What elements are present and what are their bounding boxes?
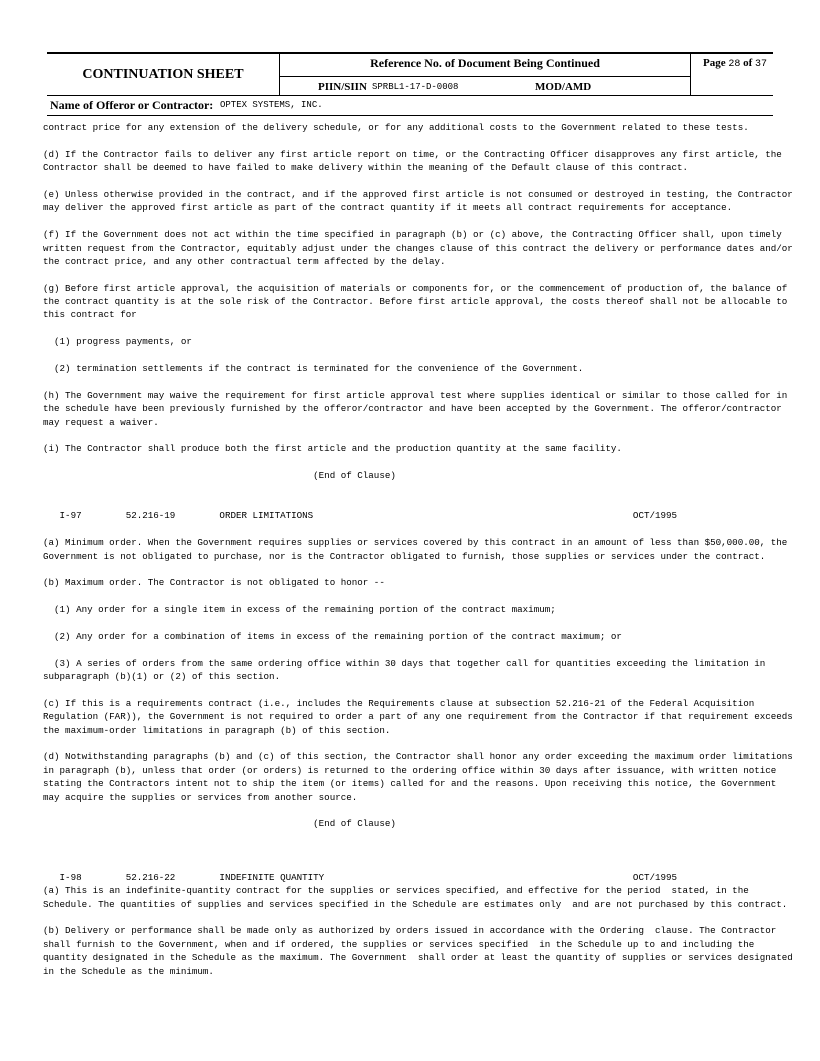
offeror-label: Name of Offeror or Contractor: xyxy=(50,98,214,112)
reference-label: Reference No. of Document Being Continued xyxy=(370,56,600,70)
text-line: (g) Before first article approval, the acquisition of materials or components for, or the commencement of production of, the balance of xyxy=(43,282,788,294)
text-line: (h) The Government may waive the requirement for first article approval test where supplies identical or similar to those called for in xyxy=(43,389,788,401)
blank-line xyxy=(43,857,813,870)
blank-line xyxy=(43,268,813,281)
text-line: (a) Minimum order. When the Government requires supplies or services covered by this contract in an amount of less than $50,000.00, the xyxy=(43,537,788,549)
text-line: (c) If this is a requirements contract (i.e., includes the Requirements clause at subsection 52.216-21 of the Federal Acquisition xyxy=(43,697,755,709)
page-number: 28 xyxy=(728,59,741,70)
text-line: Schedule. The quantities of supplies and services specified in the Schedule are estimates only and are not purchased by this contract. xyxy=(43,898,788,910)
blank-line xyxy=(43,483,813,496)
text-line: the maximum-order limitations in paragraph (b) of this section. xyxy=(43,724,391,736)
blank-line xyxy=(43,322,813,335)
text-line: in the Schedule as the minimum. xyxy=(43,965,214,977)
piin-value: SPRBL1-17-D-0008 xyxy=(372,82,459,92)
text-line: (b) Maximum order. The Contractor is not obligated to honor -- xyxy=(43,577,385,589)
blank-line xyxy=(43,496,813,509)
document-body xyxy=(43,121,813,978)
text-line: (1) progress payments, or xyxy=(43,336,192,348)
text-line: quantity designated in the Schedule as the maximum. The Government shall order at least the quantity of supplies or services designated xyxy=(43,952,793,964)
blank-line xyxy=(43,911,813,924)
piin-row xyxy=(280,76,690,96)
text-line: in paragraph (b), unless that order (or orders) is returned to the ordering office within 30 days after issuance, with written notice xyxy=(43,764,777,776)
blank-line xyxy=(43,456,813,469)
text-line: stating the Contractors intent not to ship the item (or items) called for and the reasons. Upon receiving this notice, the Government xyxy=(43,778,777,790)
text-line: (f) If the Government does not act within the time specified in paragraph (b) or (c) above, the Contracting Officer shall, upon timely xyxy=(43,229,782,241)
text-line: I-98 52.216-22 INDEFINITE QUANTITY OCT/1995 xyxy=(43,871,678,883)
text-line: (d) If the Contractor fails to deliver any first article report on time, or the Contracting Officer disapproves any first article, the xyxy=(43,148,782,160)
of-label: of xyxy=(743,57,753,69)
text-line: (2) termination settlements if the contract is terminated for the convenience of the Government. xyxy=(43,363,584,375)
text-line: may request a waiver. xyxy=(43,416,159,428)
text-line: (e) Unless otherwise provided in the contract, and if the approved first article is not consumed or destroyed in testing, the Contractor xyxy=(43,188,793,200)
text-line: shall furnish to the Government, when and if ordered, the supplies or services specified in the Schedule up to and including the xyxy=(43,938,755,950)
text-line: Contractor shall be deemed to have failed to make delivery within the meaning of the Default clause of this contract. xyxy=(43,162,689,174)
blank-line xyxy=(43,134,813,147)
text-line: the contract quantity is at the sole risk of the Contractor. Before first article approval, the costs thereof shall not be allocable to xyxy=(43,296,788,308)
text-line: (i) The Contractor shall produce both the first article and the production quantity at the same facility. xyxy=(43,443,622,455)
text-line: this contract for xyxy=(43,309,137,321)
text-line: (End of Clause) xyxy=(43,470,396,482)
text-line: (2) Any order for a combination of items in excess of the remaining portion of the contract maximum; or xyxy=(43,630,622,642)
text-line: may deliver the approved first article as part of the contract quantity if it meets all contract requirements for acceptance. xyxy=(43,202,733,214)
text-line: (a) This is an indefinite-quantity contract for the supplies or services specified, and effective for the period stated, in the xyxy=(43,885,749,897)
page-block xyxy=(691,54,773,96)
blank-line xyxy=(43,349,813,362)
offeror-row xyxy=(47,96,773,116)
blank-line xyxy=(43,844,813,857)
text-line: the contract price, and any other contractual term affected by the delay. xyxy=(43,255,446,267)
continuation-sheet-header xyxy=(47,52,773,96)
blank-line xyxy=(43,175,813,188)
text-line: Government is not obligated to purchase, nor is the Contractor obligated to furnish, those supplies or services under the contract. xyxy=(43,550,766,562)
blank-line xyxy=(43,375,813,388)
text-line: Regulation (FAR)), the Government is not required to order a part of any one requirement from the Contractor if that requirement exceeds xyxy=(43,711,793,723)
text-line: I-97 52.216-19 ORDER LIMITATIONS OCT/1995 xyxy=(43,510,678,522)
blank-line xyxy=(43,643,813,656)
offeror-name: OPTEX SYSTEMS, INC. xyxy=(220,100,323,110)
text-line: (d) Notwithstanding paragraphs (b) and (c) of this section, the Contractor shall honor any order exceeding the maximum order limitations xyxy=(43,751,793,763)
blank-line xyxy=(43,804,813,817)
blank-line xyxy=(43,523,813,536)
text-line: subparagraph (b)(1) or (2) of this section. xyxy=(43,671,281,683)
piin-label: PIIN/SIIN xyxy=(318,81,367,93)
page-total: 37 xyxy=(755,59,768,70)
text-line: contract price for any extension of the delivery schedule, or for any additional costs to the Government related to these tests. xyxy=(43,122,749,133)
reference-block xyxy=(279,54,691,96)
blank-line xyxy=(43,616,813,629)
text-line: may acquire the supplies or services from another source. xyxy=(43,791,358,803)
mod-amd-label: MOD/AMD xyxy=(535,81,592,93)
text-line: written request from the Contractor, equitably adjust under the changes clause of this contract the delivery or performance dates and/or xyxy=(43,242,793,254)
blank-line xyxy=(43,831,813,844)
blank-line xyxy=(43,737,813,750)
text-line: (b) Delivery or performance shall be made only as authorized by orders issued in accordance with the Ordering clause. The Contractor xyxy=(43,925,777,937)
blank-line xyxy=(43,215,813,228)
text-line: (1) Any order for a single item in excess of the remaining portion of the contract maximum; xyxy=(43,604,556,616)
blank-line xyxy=(43,563,813,576)
text-line: (3) A series of orders from the same ordering office within 30 days that together call for quantities exceeding the limitation in xyxy=(43,657,766,669)
blank-line xyxy=(43,683,813,696)
blank-line xyxy=(43,590,813,603)
text-line: (End of Clause) xyxy=(43,818,396,830)
text-line: the schedule have been previously furnished by the offeror/contractor and have been accepted by the Government. The offeror/contractor xyxy=(43,403,782,415)
sheet-title: CONTINUATION SHEET xyxy=(82,67,244,82)
page-indicator xyxy=(703,57,767,70)
page-label: Page xyxy=(703,57,726,69)
blank-line xyxy=(43,429,813,442)
